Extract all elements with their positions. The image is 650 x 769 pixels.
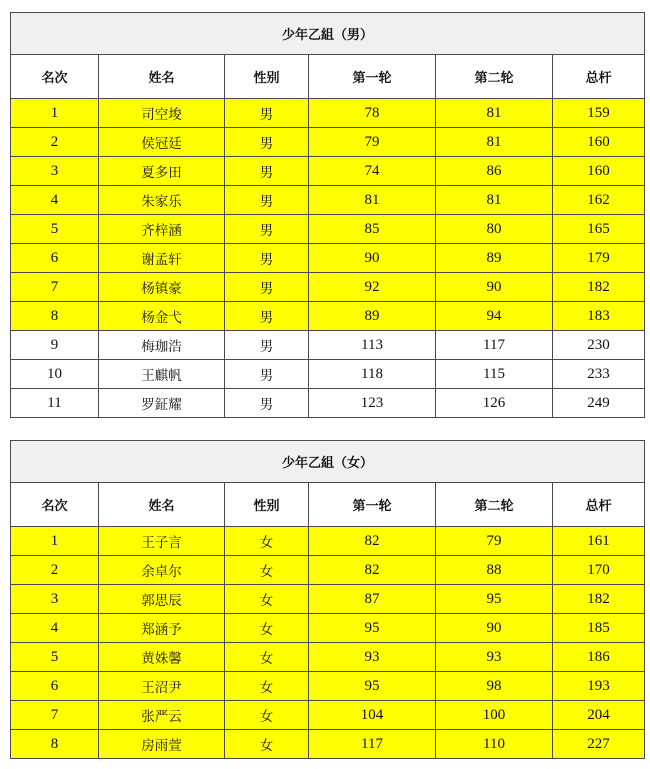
- rank-cell: 8: [11, 730, 99, 759]
- total-cell: 170: [553, 556, 645, 585]
- total-cell: 233: [553, 360, 645, 389]
- rank-cell: 1: [11, 527, 99, 556]
- header-gender: 性别: [225, 55, 309, 99]
- round2-cell: 79: [436, 527, 553, 556]
- gender-cell: 女: [225, 643, 309, 672]
- table-row: [11, 527, 645, 556]
- rank-cell: 2: [11, 556, 99, 585]
- table-row: [11, 360, 645, 389]
- gender-cell: 男: [225, 360, 309, 389]
- total-cell: 182: [553, 273, 645, 302]
- table-row: [11, 614, 645, 643]
- total-cell: 185: [553, 614, 645, 643]
- name-cell: 夏多田: [99, 157, 225, 186]
- total-cell: 162: [553, 186, 645, 215]
- name-cell: 司空埈: [99, 99, 225, 128]
- name-cell: 杨镇豪: [99, 273, 225, 302]
- round1-cell: 87: [309, 585, 436, 614]
- gender-cell: 女: [225, 585, 309, 614]
- rank-cell: 1: [11, 99, 99, 128]
- name-cell: 侯冠廷: [99, 128, 225, 157]
- table-row: [11, 273, 645, 302]
- table-row: [11, 331, 645, 360]
- round1-cell: 79: [309, 128, 436, 157]
- table-body: [11, 99, 645, 418]
- round1-cell: 74: [309, 157, 436, 186]
- total-cell: 193: [553, 672, 645, 701]
- name-cell: 余卓尔: [99, 556, 225, 585]
- header-round2: 第二轮: [436, 483, 553, 527]
- rank-cell: 2: [11, 128, 99, 157]
- table-row: [11, 556, 645, 585]
- gender-cell: 女: [225, 614, 309, 643]
- round1-cell: 89: [309, 302, 436, 331]
- round2-cell: 93: [436, 643, 553, 672]
- total-cell: 204: [553, 701, 645, 730]
- results-table-girls: [10, 440, 645, 759]
- name-cell: 郑涵予: [99, 614, 225, 643]
- total-cell: 161: [553, 527, 645, 556]
- round2-cell: 88: [436, 556, 553, 585]
- gender-cell: 男: [225, 99, 309, 128]
- round1-cell: 82: [309, 556, 436, 585]
- round2-cell: 86: [436, 157, 553, 186]
- total-cell: 186: [553, 643, 645, 672]
- rank-cell: 4: [11, 614, 99, 643]
- name-cell: 齐梓涵: [99, 215, 225, 244]
- round1-cell: 123: [309, 389, 436, 418]
- name-cell: 王子言: [99, 527, 225, 556]
- table-body: [11, 527, 645, 759]
- gender-cell: 男: [225, 186, 309, 215]
- round2-cell: 115: [436, 360, 553, 389]
- table-row: [11, 128, 645, 157]
- round2-cell: 89: [436, 244, 553, 273]
- rank-cell: 6: [11, 244, 99, 273]
- table-row: [11, 244, 645, 273]
- round2-cell: 100: [436, 701, 553, 730]
- rank-cell: 6: [11, 672, 99, 701]
- round1-cell: 92: [309, 273, 436, 302]
- results-table-boys: [10, 12, 645, 418]
- round2-cell: 80: [436, 215, 553, 244]
- name-cell: 张严云: [99, 701, 225, 730]
- table-title-row: [11, 13, 645, 55]
- table-title: 少年乙組（女）: [11, 441, 645, 483]
- table-row: [11, 186, 645, 215]
- round2-cell: 94: [436, 302, 553, 331]
- round1-cell: 104: [309, 701, 436, 730]
- header-name: 姓名: [99, 55, 225, 99]
- table-row: [11, 730, 645, 759]
- header-round2: 第二轮: [436, 55, 553, 99]
- name-cell: 房雨萱: [99, 730, 225, 759]
- header-name: 姓名: [99, 483, 225, 527]
- header-total: 总杆: [553, 55, 645, 99]
- round2-cell: 110: [436, 730, 553, 759]
- rank-cell: 5: [11, 643, 99, 672]
- round1-cell: 78: [309, 99, 436, 128]
- table-title: 少年乙組（男）: [11, 13, 645, 55]
- round2-cell: 81: [436, 99, 553, 128]
- table-row: [11, 302, 645, 331]
- name-cell: 杨金弋: [99, 302, 225, 331]
- header-rank: 名次: [11, 483, 99, 527]
- name-cell: 朱家乐: [99, 186, 225, 215]
- table-row: [11, 157, 645, 186]
- round1-cell: 95: [309, 672, 436, 701]
- name-cell: 黄姝馨: [99, 643, 225, 672]
- total-cell: 179: [553, 244, 645, 273]
- rank-cell: 4: [11, 186, 99, 215]
- rank-cell: 7: [11, 701, 99, 730]
- round1-cell: 118: [309, 360, 436, 389]
- round1-cell: 82: [309, 527, 436, 556]
- round2-cell: 90: [436, 614, 553, 643]
- total-cell: 160: [553, 128, 645, 157]
- gender-cell: 男: [225, 128, 309, 157]
- total-cell: 230: [553, 331, 645, 360]
- rank-cell: 5: [11, 215, 99, 244]
- table-row: [11, 389, 645, 418]
- rank-cell: 10: [11, 360, 99, 389]
- table-row: [11, 215, 645, 244]
- round1-cell: 95: [309, 614, 436, 643]
- rank-cell: 11: [11, 389, 99, 418]
- round1-cell: 81: [309, 186, 436, 215]
- gender-cell: 男: [225, 244, 309, 273]
- name-cell: 梅珈浩: [99, 331, 225, 360]
- table-row: [11, 701, 645, 730]
- table-header-row: [11, 483, 645, 527]
- header-gender: 性别: [225, 483, 309, 527]
- round2-cell: 126: [436, 389, 553, 418]
- rank-cell: 3: [11, 157, 99, 186]
- round2-cell: 95: [436, 585, 553, 614]
- table-row: [11, 585, 645, 614]
- header-round1: 第一轮: [309, 55, 436, 99]
- table-row: [11, 99, 645, 128]
- round2-cell: 90: [436, 273, 553, 302]
- rank-cell: 8: [11, 302, 99, 331]
- rank-cell: 9: [11, 331, 99, 360]
- gender-cell: 女: [225, 527, 309, 556]
- gender-cell: 女: [225, 556, 309, 585]
- gender-cell: 男: [225, 331, 309, 360]
- total-cell: 227: [553, 730, 645, 759]
- table-row: [11, 672, 645, 701]
- gender-cell: 女: [225, 730, 309, 759]
- table-title-row: [11, 441, 645, 483]
- name-cell: 谢孟轩: [99, 244, 225, 273]
- table-header-row: [11, 55, 645, 99]
- total-cell: 165: [553, 215, 645, 244]
- round2-cell: 81: [436, 128, 553, 157]
- total-cell: 183: [553, 302, 645, 331]
- name-cell: 王麒帆: [99, 360, 225, 389]
- header-round1: 第一轮: [309, 483, 436, 527]
- gender-cell: 男: [225, 215, 309, 244]
- rank-cell: 3: [11, 585, 99, 614]
- round1-cell: 93: [309, 643, 436, 672]
- round1-cell: 117: [309, 730, 436, 759]
- header-rank: 名次: [11, 55, 99, 99]
- gender-cell: 女: [225, 701, 309, 730]
- gender-cell: 男: [225, 302, 309, 331]
- gender-cell: 男: [225, 157, 309, 186]
- rank-cell: 7: [11, 273, 99, 302]
- round1-cell: 90: [309, 244, 436, 273]
- total-cell: 182: [553, 585, 645, 614]
- header-total: 总杆: [553, 483, 645, 527]
- total-cell: 160: [553, 157, 645, 186]
- name-cell: 郭思辰: [99, 585, 225, 614]
- round2-cell: 81: [436, 186, 553, 215]
- name-cell: 王沼尹: [99, 672, 225, 701]
- name-cell: 罗鉦耀: [99, 389, 225, 418]
- total-cell: 249: [553, 389, 645, 418]
- round2-cell: 98: [436, 672, 553, 701]
- total-cell: 159: [553, 99, 645, 128]
- round1-cell: 85: [309, 215, 436, 244]
- round1-cell: 113: [309, 331, 436, 360]
- table-row: [11, 643, 645, 672]
- gender-cell: 女: [225, 672, 309, 701]
- round2-cell: 117: [436, 331, 553, 360]
- gender-cell: 男: [225, 273, 309, 302]
- gender-cell: 男: [225, 389, 309, 418]
